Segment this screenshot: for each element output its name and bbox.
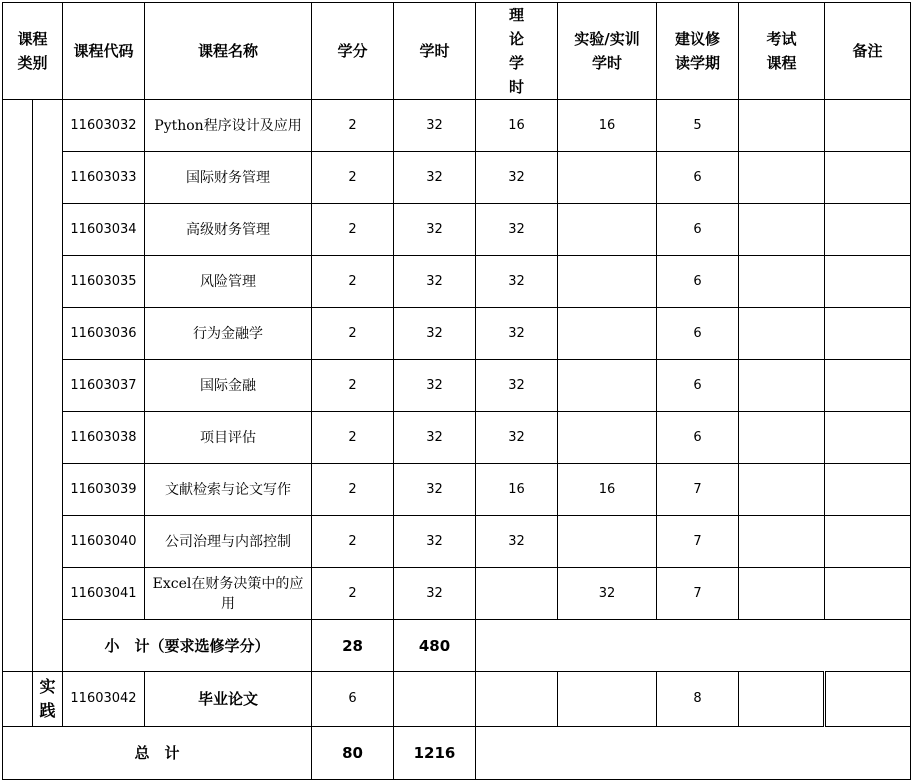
- header-row: [3, 3, 911, 100]
- course-code: 11603037: [63, 360, 145, 412]
- course-theory: 32: [476, 204, 558, 256]
- course-theory: 16: [476, 464, 558, 516]
- course-code: 11603038: [63, 412, 145, 464]
- course-theory: [476, 568, 558, 620]
- course-hours: 32: [394, 516, 476, 568]
- curriculum-table: [2, 2, 911, 780]
- header-exam: 考试课程: [739, 3, 825, 100]
- table-row: [3, 256, 911, 308]
- course-name: 公司治理与内部控制: [145, 516, 312, 568]
- course-semester: 7: [657, 568, 739, 620]
- course-exam: [739, 568, 825, 620]
- course-remarks: [825, 672, 911, 727]
- header-category: 课程类别: [3, 3, 63, 100]
- course-semester: 6: [657, 308, 739, 360]
- table-row: [3, 464, 911, 516]
- course-remarks: [825, 256, 911, 308]
- course-practice: 16: [558, 464, 657, 516]
- course-code: 11603035: [63, 256, 145, 308]
- course-theory: 16: [476, 100, 558, 152]
- course-code: 11603034: [63, 204, 145, 256]
- practice-category: 实践: [33, 672, 63, 727]
- subtotal-hours: 480: [394, 620, 476, 672]
- course-credits: 2: [312, 152, 394, 204]
- header-credits: 学分: [312, 3, 394, 100]
- table-row: [3, 152, 911, 204]
- course-hours: 32: [394, 464, 476, 516]
- course-practice: [558, 412, 657, 464]
- total-credits: 80: [312, 727, 394, 780]
- course-practice: [558, 152, 657, 204]
- course-name: Python程序设计及应用: [145, 100, 312, 152]
- course-code: 11603039: [63, 464, 145, 516]
- header-hours: 学时: [394, 3, 476, 100]
- table-row: [3, 100, 911, 152]
- course-hours: 32: [394, 204, 476, 256]
- course-remarks: [825, 516, 911, 568]
- course-practice: [558, 256, 657, 308]
- course-exam: [739, 360, 825, 412]
- course-remarks: [825, 568, 911, 620]
- table-row: [3, 360, 911, 412]
- course-remarks: [825, 464, 911, 516]
- course-exam: [739, 464, 825, 516]
- header-name: 课程名称: [145, 3, 312, 100]
- course-semester: 7: [657, 516, 739, 568]
- course-exam: [739, 152, 825, 204]
- course-credits: 2: [312, 464, 394, 516]
- course-practice: [558, 672, 657, 727]
- course-credits: 2: [312, 308, 394, 360]
- course-name: 高级财务管理: [145, 204, 312, 256]
- course-semester: 6: [657, 204, 739, 256]
- subtotal-row: [3, 620, 911, 672]
- course-practice: [558, 204, 657, 256]
- course-name: Excel在财务决策中的应用: [145, 568, 312, 620]
- table-row: [3, 516, 911, 568]
- course-practice: [558, 516, 657, 568]
- subtotal-blank: [476, 620, 911, 672]
- course-hours: 32: [394, 412, 476, 464]
- course-remarks: [825, 412, 911, 464]
- course-semester: 6: [657, 152, 739, 204]
- course-credits: 2: [312, 412, 394, 464]
- course-exam: [739, 516, 825, 568]
- course-semester: 6: [657, 360, 739, 412]
- course-semester: 5: [657, 100, 739, 152]
- course-practice: 32: [558, 568, 657, 620]
- subcategory-cell: [33, 100, 63, 672]
- course-hours: 32: [394, 308, 476, 360]
- course-name: 国际金融: [145, 360, 312, 412]
- course-name: 风险管理: [145, 256, 312, 308]
- course-practice: [558, 360, 657, 412]
- course-name: 文献检索与论文写作: [145, 464, 312, 516]
- practice-row: [3, 672, 911, 727]
- total-row: [3, 727, 911, 780]
- course-semester: 7: [657, 464, 739, 516]
- course-remarks: [825, 100, 911, 152]
- total-label: 总 计: [3, 727, 312, 780]
- course-hours: 32: [394, 256, 476, 308]
- course-semester: 8: [657, 672, 739, 727]
- course-code: 11603041: [63, 568, 145, 620]
- course-hours: 32: [394, 360, 476, 412]
- course-theory: 32: [476, 152, 558, 204]
- course-theory: 32: [476, 516, 558, 568]
- table-row: [3, 204, 911, 256]
- course-practice: 16: [558, 100, 657, 152]
- table-row: [3, 308, 911, 360]
- subtotal-credits: 28: [312, 620, 394, 672]
- course-exam: [739, 308, 825, 360]
- course-hours: 32: [394, 152, 476, 204]
- total-blank: [476, 727, 911, 780]
- course-remarks: [825, 152, 911, 204]
- course-exam: [739, 412, 825, 464]
- course-name: 项目评估: [145, 412, 312, 464]
- course-code: 11603036: [63, 308, 145, 360]
- course-credits: 6: [312, 672, 394, 727]
- course-exam: [739, 256, 825, 308]
- table-row: [3, 412, 911, 464]
- course-theory: 32: [476, 308, 558, 360]
- course-theory: 32: [476, 360, 558, 412]
- course-semester: 6: [657, 256, 739, 308]
- practice-outer-cell: [3, 672, 33, 727]
- header-theory: 理论学时: [476, 3, 558, 100]
- course-credits: 2: [312, 204, 394, 256]
- course-code: 11603042: [63, 672, 145, 727]
- course-exam: [739, 100, 825, 152]
- course-code: 11603040: [63, 516, 145, 568]
- course-theory: 32: [476, 256, 558, 308]
- header-semester: 建议修读学期: [657, 3, 739, 100]
- course-credits: 2: [312, 100, 394, 152]
- course-credits: 2: [312, 568, 394, 620]
- course-semester: 6: [657, 412, 739, 464]
- subtotal-label: 小 计（要求选修学分）: [63, 620, 312, 672]
- course-practice: [558, 308, 657, 360]
- course-exam: [739, 672, 825, 727]
- course-hours: 32: [394, 100, 476, 152]
- course-theory: [476, 672, 558, 727]
- category-cell: [3, 100, 33, 672]
- course-code: 11603032: [63, 100, 145, 152]
- course-name: 行为金融学: [145, 308, 312, 360]
- course-hours: 32: [394, 568, 476, 620]
- course-name: 国际财务管理: [145, 152, 312, 204]
- table-row: [3, 568, 911, 620]
- course-remarks: [825, 360, 911, 412]
- header-remarks: 备注: [825, 3, 911, 100]
- course-exam: [739, 204, 825, 256]
- course-hours: [394, 672, 476, 727]
- course-remarks: [825, 308, 911, 360]
- course-remarks: [825, 204, 911, 256]
- course-credits: 2: [312, 256, 394, 308]
- total-hours: 1216: [394, 727, 476, 780]
- course-credits: 2: [312, 360, 394, 412]
- course-credits: 2: [312, 516, 394, 568]
- course-name: 毕业论文: [145, 672, 312, 727]
- header-practice: 实验/实训学时: [558, 3, 657, 100]
- header-code: 课程代码: [63, 3, 145, 100]
- course-code: 11603033: [63, 152, 145, 204]
- course-theory: 32: [476, 412, 558, 464]
